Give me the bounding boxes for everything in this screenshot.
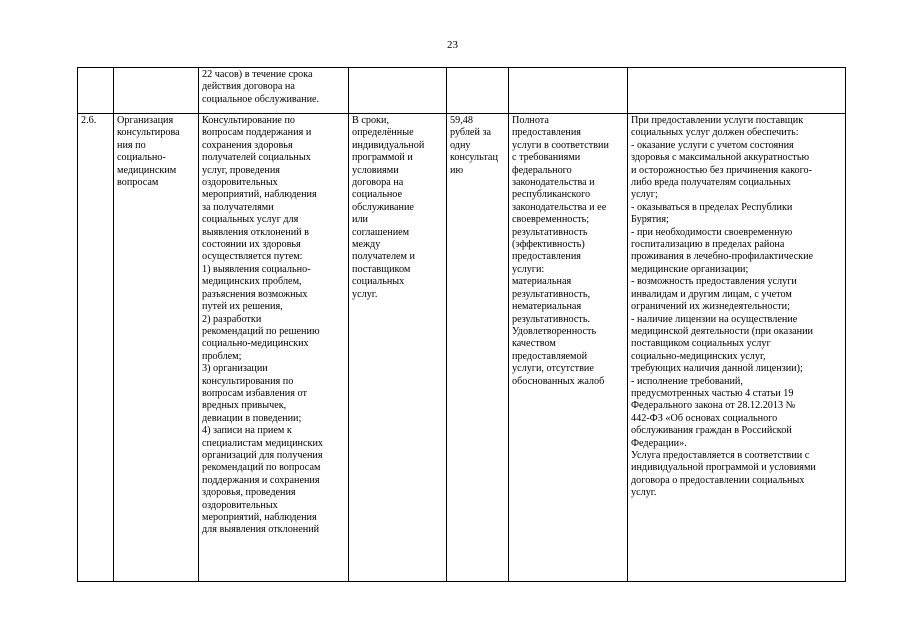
cell-service-terms — [349, 114, 447, 582]
text-line: (эффективность) — [512, 239, 585, 251]
text-line: с требованиями — [512, 152, 581, 164]
text-line: медицинской деятельности (при оказании — [631, 325, 813, 337]
text-line: Федерального закона от 28.12.2013 № — [631, 400, 796, 412]
page-number: 23 — [447, 39, 458, 51]
text-line: федерального — [512, 164, 572, 176]
text-line: предусмотренных частью 4 статьи 19 — [631, 387, 794, 399]
text-line: 2) разработки — [202, 313, 262, 325]
service-number: 2.6. — [81, 115, 97, 126]
text-line: госпитализацию в пределах района — [631, 239, 785, 251]
text-line: ния по — [117, 139, 146, 151]
text-line: консультирова — [117, 127, 180, 139]
text-line: результативность, — [512, 288, 591, 300]
text-line: - исполнение требований, — [631, 375, 743, 387]
text-line: социальных услуг для — [202, 214, 299, 226]
text-line: одну — [450, 139, 471, 151]
text-line: социальных — [352, 276, 405, 288]
cell-name-empty — [114, 68, 199, 114]
text-line: Бурятия; — [631, 214, 669, 226]
text-line: здоровья с максимальной аккуратностью — [631, 152, 810, 164]
text-line: обслуживания граждан в Российской — [631, 425, 792, 437]
text-line: определённые — [352, 127, 414, 139]
cell-service-quality — [509, 114, 628, 582]
text-line: 22 часов) в течение срока — [202, 69, 313, 80]
text-line: вопросам — [117, 177, 159, 189]
text-line: законодательства и ее — [512, 201, 607, 213]
cell-description-continuation — [199, 68, 349, 114]
cell-service-name — [114, 114, 199, 582]
text-line: услуг; — [631, 189, 658, 201]
text-line: здоровья, проведения — [202, 487, 296, 499]
cell-conditions-empty — [628, 68, 846, 114]
text-line: условиями — [352, 164, 399, 176]
text-line: за получателями — [202, 201, 274, 213]
text-line: специалистам медицинских — [202, 437, 324, 449]
table-row-continuation — [78, 68, 846, 114]
text-line: 4) записи на прием к — [202, 425, 292, 437]
table-row-service-2-6 — [78, 114, 846, 582]
text-line: либо вреда получателям социальных — [631, 177, 791, 189]
text-line: обоснованных жалоб — [512, 375, 605, 387]
text-line: услуг. — [631, 487, 657, 499]
text-line: республиканского — [512, 189, 591, 201]
text-line: инвалидам и другим лицам, с учетом — [631, 288, 792, 300]
text-line: мероприятий, наблюдения — [202, 189, 317, 201]
text-line: проживания в лечебно-профилактические — [631, 251, 814, 263]
text-line: договора на — [352, 177, 404, 189]
text-line: Услуга предоставляется в соответствии с — [631, 449, 810, 461]
text-line: Удовлетворенность — [512, 325, 597, 337]
text-line: Федерации». — [631, 437, 687, 449]
text-line: 59,48 — [450, 115, 473, 126]
text-line: индивидуальной программой и условиями — [631, 462, 816, 474]
text-line: социальных услуг должен обеспечить: — [631, 127, 799, 139]
text-line: социально-медицинских — [202, 338, 309, 350]
text-line: программой и — [352, 152, 413, 164]
services-table — [77, 67, 846, 582]
text-line: ограничений их жизнедеятельности; — [631, 301, 790, 313]
cell-service-price — [447, 114, 509, 582]
text-line: 442-ФЗ «Об основах социального — [631, 412, 778, 424]
text-line: медицинским — [117, 164, 177, 176]
text-line: ию — [450, 164, 464, 176]
text-line: и осторожностью без причинения какого- — [631, 164, 813, 176]
text-line: предоставления — [512, 251, 581, 263]
text-line: Организация — [117, 115, 174, 126]
text-line: - наличие лицензии на осуществление — [631, 313, 798, 325]
text-line: материальная — [512, 276, 572, 288]
text-line: получателем и — [352, 251, 415, 263]
cell-service-conditions — [628, 114, 846, 582]
text-line: индивидуальной — [352, 139, 425, 151]
text-line: рублей за — [450, 127, 491, 139]
text-line: состоянии их здоровья — [202, 239, 301, 251]
text-line: поставщиком социальных услуг — [631, 338, 771, 350]
text-line: действия договора на — [202, 81, 295, 93]
text-line: 3) организации — [202, 363, 268, 375]
text-line: вопросам поддержания и — [202, 127, 312, 139]
text-line: В сроки, — [352, 115, 389, 126]
text-line: для выявления отклонений — [202, 524, 320, 536]
text-line: социально-медицинских услуг, — [631, 350, 766, 362]
text-line: услуги: — [512, 263, 545, 275]
text-line: результативность — [512, 226, 588, 238]
text-line: соглашением — [352, 226, 410, 238]
text-line: вопросам избавления от — [202, 387, 307, 399]
text-line: осуществляется путем: — [202, 251, 303, 263]
cell-terms-empty — [349, 68, 447, 114]
text-line: разъяснения возможных — [202, 288, 308, 300]
text-line: обслуживание — [352, 201, 414, 213]
text-line: выявления отклонений в — [202, 226, 309, 238]
text-line: - оказание услуги с учетом состояния — [631, 139, 794, 151]
text-line: оздоровительных — [202, 177, 278, 189]
cell-number-empty — [78, 68, 114, 114]
text-line: услуг, проведения — [202, 164, 280, 176]
text-line: сохранения здоровья — [202, 139, 293, 151]
text-line: требующих наличия данной лицензии); — [631, 363, 803, 375]
text-line: медицинских проблем, — [202, 276, 302, 288]
text-line: предоставляемой — [512, 350, 588, 362]
text-line: качеством — [512, 338, 556, 350]
text-line: социальное — [352, 189, 403, 201]
text-line: договора о предоставлении социальных — [631, 474, 805, 486]
text-line: предоставления — [512, 127, 581, 139]
text-line: между — [352, 239, 381, 251]
text-line: рекомендаций по вопросам — [202, 462, 321, 474]
text-line: рекомендаций по решению — [202, 325, 320, 337]
cell-quality-empty — [509, 68, 628, 114]
text-line: консультирования по — [202, 375, 294, 387]
text-line: - при необходимости своевременную — [631, 226, 793, 238]
cell-service-number — [78, 114, 114, 582]
cell-service-description — [199, 114, 349, 582]
text-line: услуги, отсутствие — [512, 363, 594, 375]
text-line: поставщиком — [352, 263, 411, 275]
text-line: медицинские организации; — [631, 263, 749, 275]
text-line: - возможность предоставления услуги — [631, 276, 797, 288]
text-line: услуги в соответствии — [512, 139, 609, 151]
text-line: результативность. — [512, 313, 591, 325]
text-line: 1) выявления социально- — [202, 263, 311, 275]
text-line: нематериальная — [512, 301, 582, 313]
text-line: организаций для получения — [202, 449, 323, 461]
text-line: социальное обслуживание. — [202, 93, 320, 105]
text-line: услуг. — [352, 288, 378, 300]
text-line: получателей социальных — [202, 152, 311, 164]
cell-price-empty — [447, 68, 509, 114]
text-line: оздоровительных — [202, 499, 278, 511]
text-line: При предоставлении услуги поставщик — [631, 115, 804, 126]
text-line: Консультирование по — [202, 115, 296, 126]
text-line: законодательства и — [512, 177, 595, 189]
text-line: поддержания и сохранения — [202, 474, 320, 486]
text-line: - оказываться в пределах Республики — [631, 201, 793, 213]
text-line: проблем; — [202, 350, 242, 362]
text-line: Полнота — [512, 115, 549, 126]
text-line: путей их решения, — [202, 301, 283, 313]
text-line: консультац — [450, 152, 498, 164]
text-line: или — [352, 214, 368, 226]
text-line: вредных привычек, — [202, 400, 287, 412]
text-line: своевременность; — [512, 214, 590, 226]
text-line: социально- — [117, 152, 166, 164]
text-line: девиации в поведении; — [202, 412, 302, 424]
text-line: мероприятий, наблюдения — [202, 512, 317, 523]
